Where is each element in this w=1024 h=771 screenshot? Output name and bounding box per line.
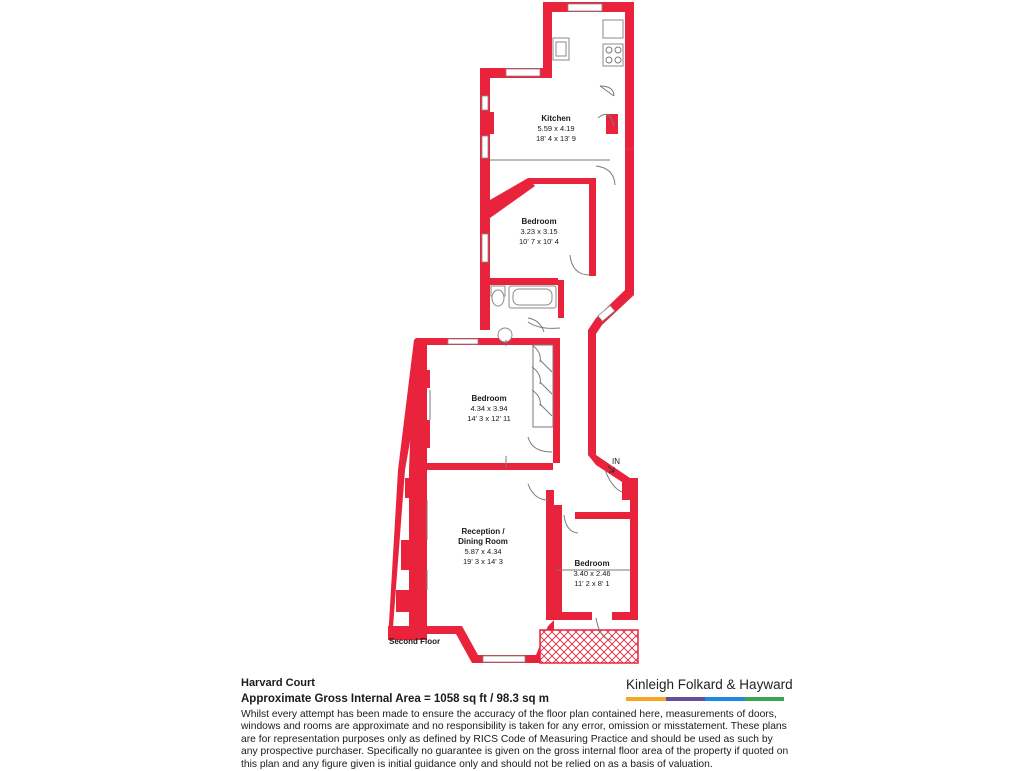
svg-text:19' 3 x 14' 3: 19' 3 x 14' 3 xyxy=(463,557,503,566)
agency-name: Kinleigh Folkard & Hayward xyxy=(626,677,793,692)
svg-text:Dining Room: Dining Room xyxy=(458,537,508,546)
entrance-label: IN xyxy=(612,457,620,466)
svg-text:Reception /: Reception / xyxy=(461,527,505,536)
logo-bar-segment xyxy=(745,697,785,701)
svg-text:3.40 x 2.46: 3.40 x 2.46 xyxy=(573,569,611,578)
gross-internal-area: Approximate Gross Internal Area = 1058 sq ft / 98.3 sq m xyxy=(241,693,549,705)
svg-text:18' 4 x 13' 9: 18' 4 x 13' 9 xyxy=(536,134,576,143)
svg-text:14' 3 x 12' 11: 14' 3 x 12' 11 xyxy=(467,414,511,423)
svg-text:5.59 x 4.19: 5.59 x 4.19 xyxy=(537,124,575,133)
logo-bar-segment xyxy=(626,697,666,701)
svg-text:3.23 x 3.15: 3.23 x 3.15 xyxy=(520,227,558,236)
floor-label: Second Floor xyxy=(389,637,441,646)
logo-bar-segment xyxy=(666,697,706,701)
svg-text:5.87 x 4.34: 5.87 x 4.34 xyxy=(464,547,502,556)
logo-bar-segment xyxy=(705,697,745,701)
svg-text:Bedroom: Bedroom xyxy=(471,394,507,403)
svg-text:10' 7 x 10' 4: 10' 7 x 10' 4 xyxy=(519,237,559,246)
wardrobe-fixtures xyxy=(532,345,553,427)
svg-text:4.34 x 3.94: 4.34 x 3.94 xyxy=(470,404,508,413)
terrace-area xyxy=(540,630,638,663)
reception-label xyxy=(458,527,508,566)
agency-logo xyxy=(626,676,793,701)
svg-text:11' 2 x 8' 1: 11' 2 x 8' 1 xyxy=(574,579,610,588)
bathroom-fixtures xyxy=(491,286,556,342)
kitchen-label xyxy=(536,114,576,143)
svg-text:Bedroom: Bedroom xyxy=(521,217,557,226)
disclaimer-text: Whilst every attempt has been made to ensure the accuracy of the floor plan contained here, measurements of doors, windows and rooms are approximate and no responsibility is taken for any error, omission or misstatement. These plans are for representation purposes only as defined by RICS Code of Measuring Practice and should be used as such by any prospective purchaser. Specifically no guarantee is given on the gross internal floor area of the property if quoted on this plan and any figure given is initial guidance only and should not be relied on as a basis of valuation. xyxy=(241,709,789,770)
svg-text:Kitchen: Kitchen xyxy=(541,114,571,123)
property-name: Harvard Court xyxy=(241,677,315,689)
logo-color-bar xyxy=(626,697,784,701)
bedroom-3-label xyxy=(573,559,610,588)
bedroom-1-label xyxy=(519,217,559,246)
svg-text:Bedroom: Bedroom xyxy=(574,559,610,568)
bedroom-2-label xyxy=(467,394,511,423)
